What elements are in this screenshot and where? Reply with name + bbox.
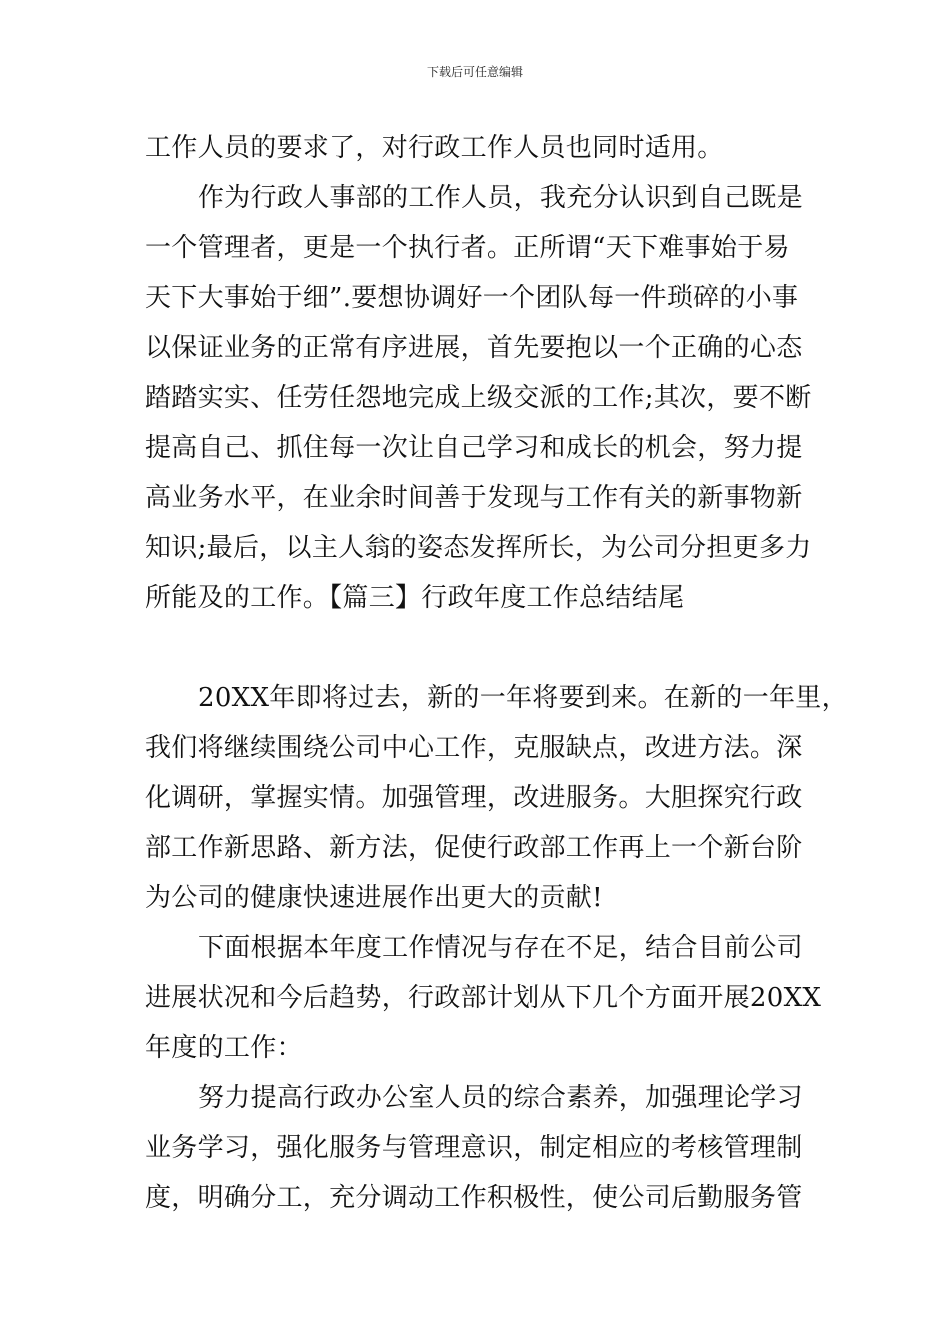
body-line: 以保证业务的正常有序进展，首先要抱以一个正确的心态 <box>145 333 803 363</box>
body-line: 工作人员的要求了，对行政工作人员也同时适用。 <box>145 133 724 163</box>
body-line: 下面根据本年度工作情况与存在不足，结合目前公司 <box>198 933 803 963</box>
body-line: 为公司的健康快速进展作出更大的贡献! <box>145 883 603 913</box>
body-line: 部工作新思路、新方法，促使行政部工作再上一个新台阶 <box>145 833 803 863</box>
body-line: 所能及的工作。【篇三】行政年度工作总结结尾 <box>145 583 685 613</box>
body-line: 我们将继续围绕公司中心工作，克服缺点，改进方法。深 <box>145 733 803 763</box>
body-line: 度，明确分工，充分调动工作积极性，使公司后勤服务管 <box>145 1183 803 1213</box>
body-line: 业务学习，强化服务与管理意识，制定相应的考核管理制 <box>145 1133 803 1163</box>
body-line: 进展状况和今后趋势，行政部计划从下几个方面开展20XX <box>145 983 822 1013</box>
body-line: 一个管理者，更是一个执行者。正所谓“天下难事始于易 <box>145 233 790 263</box>
body-line: 天下大事始于细”.要想协调好一个团队每一件琐碎的小事 <box>145 283 799 313</box>
page-header: 下载后可任意编辑 <box>426 65 523 79</box>
body-line: 努力提高行政办公室人员的综合素养，加强理论学习 <box>198 1083 803 1113</box>
body-line: 高业务水平，在业余时间善于发现与工作有关的新事物新 <box>145 483 803 513</box>
body-line: 年度的工作： <box>145 1033 303 1063</box>
body-line: 提高自己、抓住每一次让自己学习和成长的机会，努力提 <box>145 433 803 463</box>
body-line: 20XX年即将过去，新的一年将要到来。在新的一年里， <box>198 683 848 713</box>
body-line: 作为行政人事部的工作人员，我充分认识到自己既是 <box>198 183 803 213</box>
body-line: 踏踏实实、任劳任怨地完成上级交派的工作;其次，要不断 <box>145 383 812 413</box>
body-line: 化调研，掌握实情。加强管理，改进服务。大胆探究行政 <box>145 783 803 813</box>
body-line: 知识;最后，以主人翁的姿态发挥所长，为公司分担更多力 <box>145 533 812 563</box>
